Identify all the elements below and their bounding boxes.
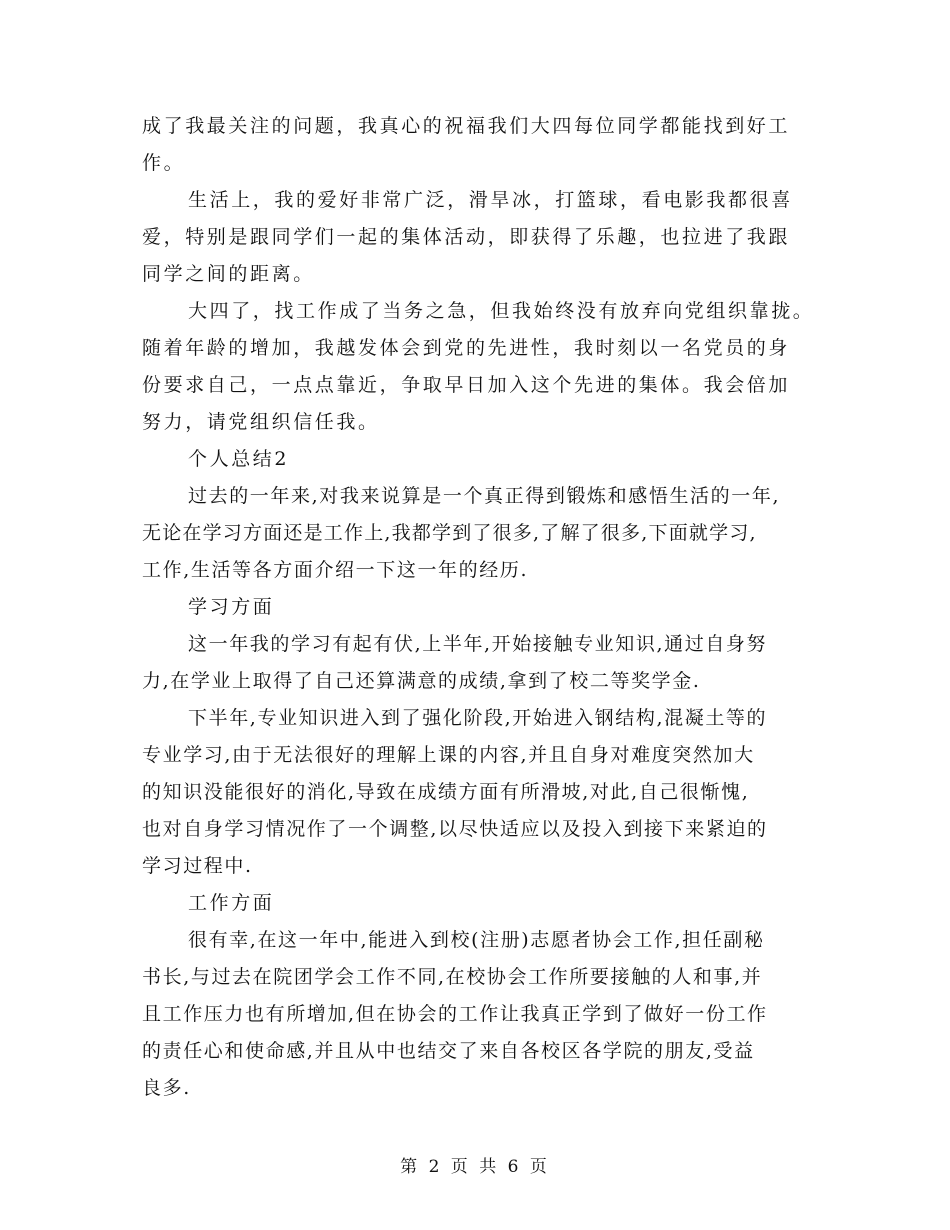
text-line: 很有幸,在这一年中,能进入到校(注册)志愿者协会工作,担任副秘 — [188, 929, 765, 951]
text-line: 过去的一年来,对我来说算是一个真正得到锻炼和感悟生活的一年, — [188, 485, 781, 507]
text-line: 力,在学业上取得了自己还算满意的成绩,拿到了校二等奖学金. — [142, 670, 701, 692]
text-line: 随着年龄的增加，我越发体会到党的先进性，我时刻以一名党员的身 — [142, 337, 791, 359]
text-line: 爱，特别是跟同学们一起的集体活动，即获得了乐趣，也拉进了我跟 — [142, 226, 791, 248]
text-line: 的责任心和使命感,并且从中也结交了来自各校区各学院的朋友,受益 — [142, 1040, 755, 1062]
text-line: 份要求自己，一点点靠近，争取早日加入这个先进的集体。我会倍加 — [142, 374, 791, 396]
text-line: 同学之间的距离。 — [142, 263, 315, 285]
text-line: 良多. — [142, 1077, 191, 1099]
text-line: 生活上，我的爱好非常广泛，滑旱冰，打篮球，看电影我都很喜 — [188, 189, 793, 211]
text-line: 学习过程中. — [142, 855, 253, 877]
text-line: 也对自身学习情况作了一个调整,以尽快适应以及投入到接下来紧迫的 — [142, 818, 768, 840]
text-line: 工作,生活等各方面介绍一下这一年的经历. — [142, 559, 529, 581]
text-line: 这一年我的学习有起有伏,上半年,开始接触专业知识,通过自身努 — [188, 633, 768, 655]
section-heading: 学习方面 — [188, 596, 275, 618]
text-line: 无论在学习方面还是工作上,我都学到了很多,了解了很多,下面就学习, — [142, 522, 757, 544]
text-line: 成了我最关注的问题，我真心的祝福我们大四每位同学都能找到好工 — [142, 115, 791, 137]
text-line: 且工作压力也有所增加,但在协会的工作让我真正学到了做好一份工作 — [142, 1003, 768, 1025]
text-line: 作。 — [142, 152, 186, 174]
text-line: 专业学习,由于无法很好的理解上课的内容,并且自身对难度突然加大 — [142, 744, 755, 766]
text-line: 的知识没能很好的消化,导致在成绩方面有所滑坡,对此,自己很惭愧, — [142, 781, 750, 803]
text-line: 下半年,专业知识进入到了强化阶段,开始进入钢结构,混凝土等的 — [188, 707, 768, 729]
text-line: 书长,与过去在院团学会工作不同,在校协会工作所要接触的人和事,并 — [142, 966, 763, 988]
page-number-footer: 第 2 页 共 6 页 — [400, 1157, 550, 1177]
text-line: 努力，请党组织信任我。 — [142, 411, 380, 433]
section-heading: 个人总结2 — [188, 448, 290, 470]
text-line: 大四了，找工作成了当务之急，但我始终没有放弃向党组织靠拢。 — [188, 300, 815, 322]
section-heading: 工作方面 — [188, 892, 275, 914]
